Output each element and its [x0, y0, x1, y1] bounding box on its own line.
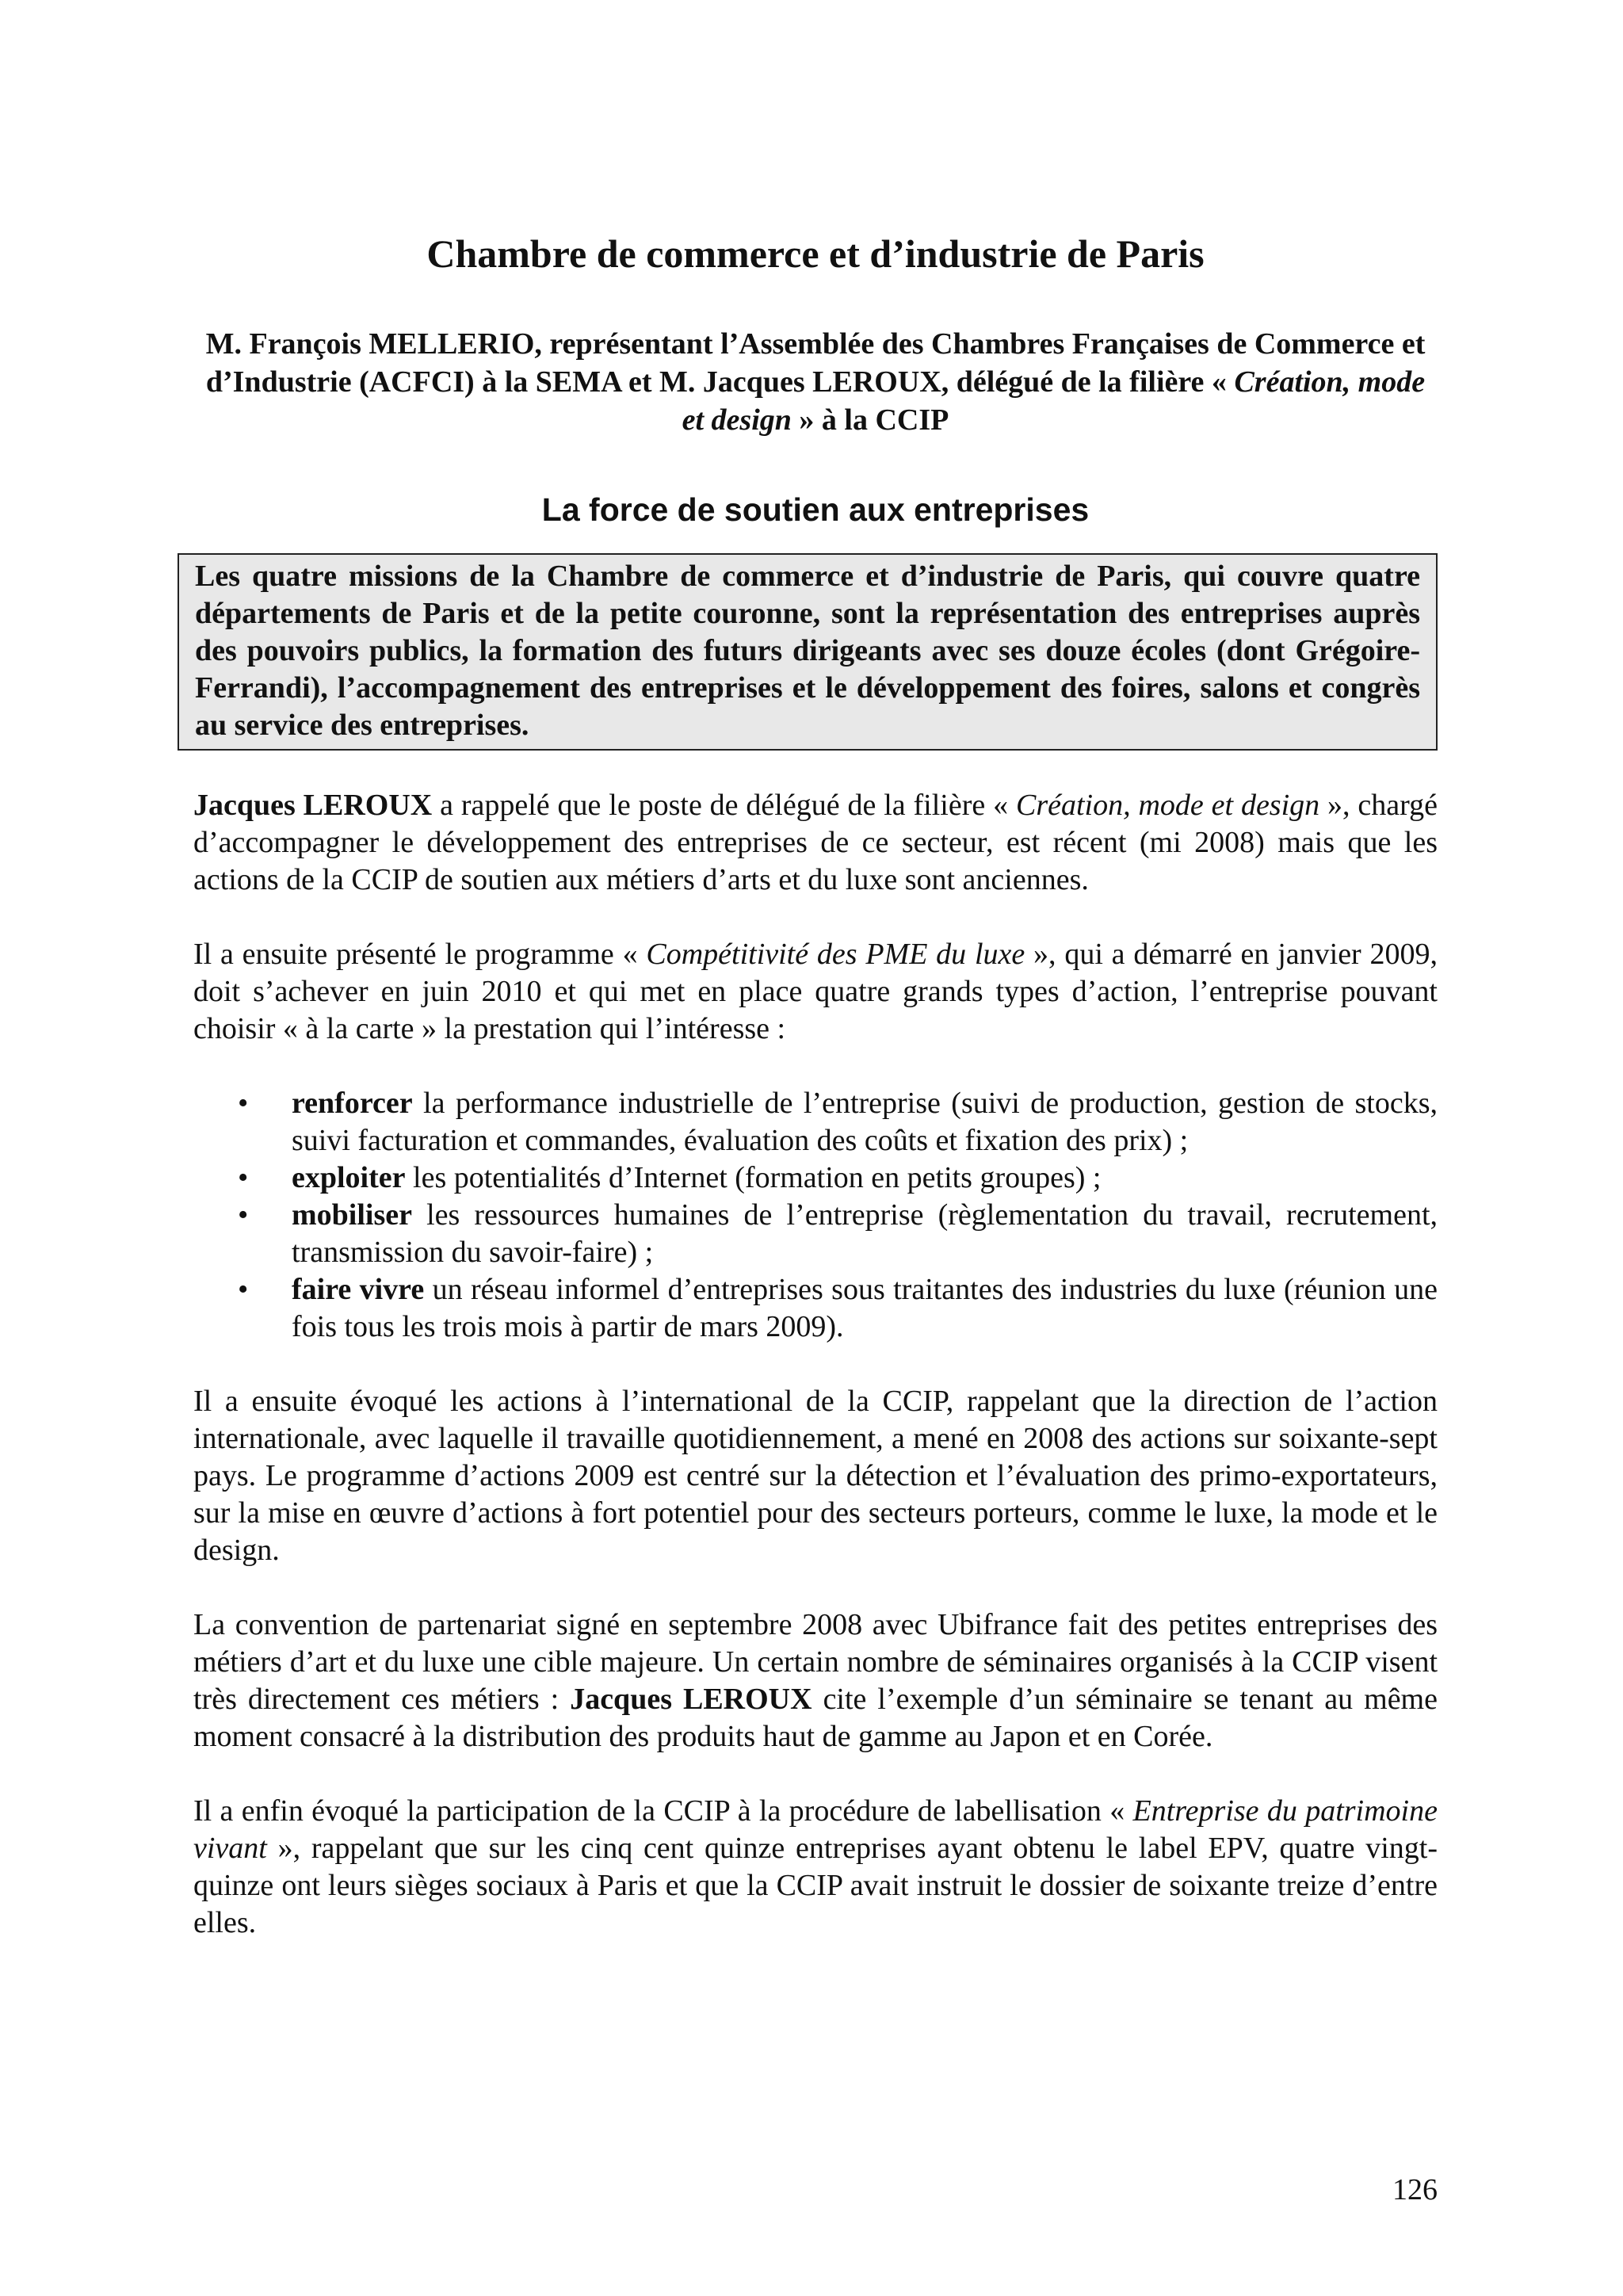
- section-title: La force de soutien aux entreprises: [541, 491, 1090, 528]
- paragraph-2-text-1: Il a ensuite présenté le programme «: [193, 938, 647, 971]
- subtitle-text-2: » à la CCIP: [791, 403, 949, 437]
- list-item-text: les potentialités d’Internet (formation en petits groupes) ;: [405, 1161, 1102, 1194]
- paragraph-5: [193, 1793, 1438, 1942]
- list-item: [238, 1197, 1438, 1271]
- list-item-keyword: renforcer: [292, 1087, 413, 1120]
- bullet-marker: •: [238, 1273, 249, 1306]
- list-item-text: la performance industrielle de l’entreprise (suivi de production, gestion de stocks, suivi facturation et commandes, évaluation des coûts et fixation des prix) ;: [292, 1087, 1438, 1157]
- speakers-subtitle: [193, 325, 1438, 439]
- list-item: [238, 1085, 1438, 1159]
- paragraph-2-italic: Compétitivité des PME du luxe: [646, 938, 1025, 971]
- speaker-name: Jacques LEROUX: [570, 1683, 812, 1716]
- bullet-marker: •: [238, 1087, 249, 1120]
- paragraph-1-italic: Création, mode et design: [1015, 789, 1320, 822]
- list-item: [238, 1271, 1438, 1346]
- speaker-name: Jacques LEROUX: [193, 789, 433, 822]
- document-page: [193, 230, 1438, 1979]
- list-item-keyword: exploiter: [292, 1161, 406, 1194]
- paragraph-4: [193, 1606, 1438, 1755]
- summary-box: Les quatre missions de la Chambre de commerce et d’industrie de Paris, qui couvre quatre départements de Paris et de la petite couronne, sont la représentation des entreprises auprès des pouvoirs publics, la formation des futurs dirigeants avec ses douze écoles (dont Grégoire-Ferrandi), l’accompagnement des entreprises et le développement des foires, salons et congrès au service des entreprises.: [178, 553, 1438, 751]
- page-title: Chambre de commerce et d’industrie de Paris: [426, 231, 1205, 276]
- subtitle-text-1: M. François MELLERIO, représentant l’Assemblée des Chambres Françaises de Commerce et d’Industrie (ACFCI) à la SEMA et M. Jacques LEROUX, délégué de la filière «: [205, 327, 1426, 399]
- paragraph-2-text-2: », qui a démarré en janvier 2009, doit s’achever en juin 2010 et qui met en place quatre grands types d’action, l’entreprise pouvant choisir « à la carte » la prestation qui l’intéresse :: [193, 938, 1438, 1045]
- bullet-marker: •: [238, 1161, 249, 1194]
- paragraph-5-italic: Entreprise du patrimoine vivant: [193, 1794, 1438, 1865]
- list-item-keyword: mobiliser: [292, 1198, 412, 1232]
- list-item-text: un réseau informel d’entreprises sous traitantes des industries du luxe (réunion une fois tous les trois mois à partir de mars 2009).: [292, 1273, 1438, 1343]
- list-item-keyword: faire vivre: [292, 1273, 425, 1306]
- paragraph-2: [193, 936, 1438, 1048]
- paragraph-1: [193, 787, 1438, 899]
- paragraph-1-text-1: a rappelé que le poste de délégué de la filière «: [432, 789, 1016, 822]
- bullet-marker: •: [238, 1198, 249, 1232]
- action-list: [193, 1085, 1438, 1346]
- page-number: 126: [1392, 2173, 1438, 2206]
- paragraph-1-text-2: », chargé d’accompagner le développement des entreprises de ce secteur, est récent (mi 2008) mais que les actions de la CCIP de soutien aux métiers d’arts et du luxe sont anciennes.: [193, 789, 1438, 896]
- paragraph-4-text-1: La convention de partenariat signé en septembre 2008 avec Ubifrance fait des petites entreprises des métiers d’art et du luxe une cible majeure. Un certain nombre de séminaires organisés à la CCIP visent très directement ces métiers :: [193, 1608, 1438, 1716]
- list-item-text: les ressources humaines de l’entreprise (règlementation du travail, recrutement, transmission du savoir-faire) ;: [292, 1198, 1438, 1269]
- paragraph-5-text-1: Il a enfin évoqué la participation de la CCIP à la procédure de labellisation «: [193, 1794, 1133, 1828]
- list-item: [238, 1159, 1438, 1197]
- paragraph-5-text-2: », rappelant que sur les cinq cent quinze entreprises ayant obtenu le label EPV, quatre vingt-quinze ont leurs sièges sociaux à Paris et que la CCIP avait instruit le dossier de soixante treize d’entre elles.: [193, 1832, 1438, 1939]
- paragraph-3: Il a ensuite évoqué les actions à l’international de la CCIP, rappelant que la direction de l’action internationale, avec laquelle il travaille quotidiennement, a mené en 2008 des actions sur soixante-sept pays. Le programme d’actions 2009 est centré sur la détection et l’évaluation des primo-exportateurs, sur la mise en œuvre d’actions à fort potentiel pour des secteurs porteurs, comme le luxe, la mode et le design.: [193, 1385, 1438, 1567]
- paragraph-4-text-2: cite l’exemple d’un séminaire se tenant au même moment consacré à la distribution des produits haut de gamme au Japon et en Corée.: [193, 1683, 1438, 1753]
- subtitle-italic: Création, mode et design: [682, 365, 1426, 437]
